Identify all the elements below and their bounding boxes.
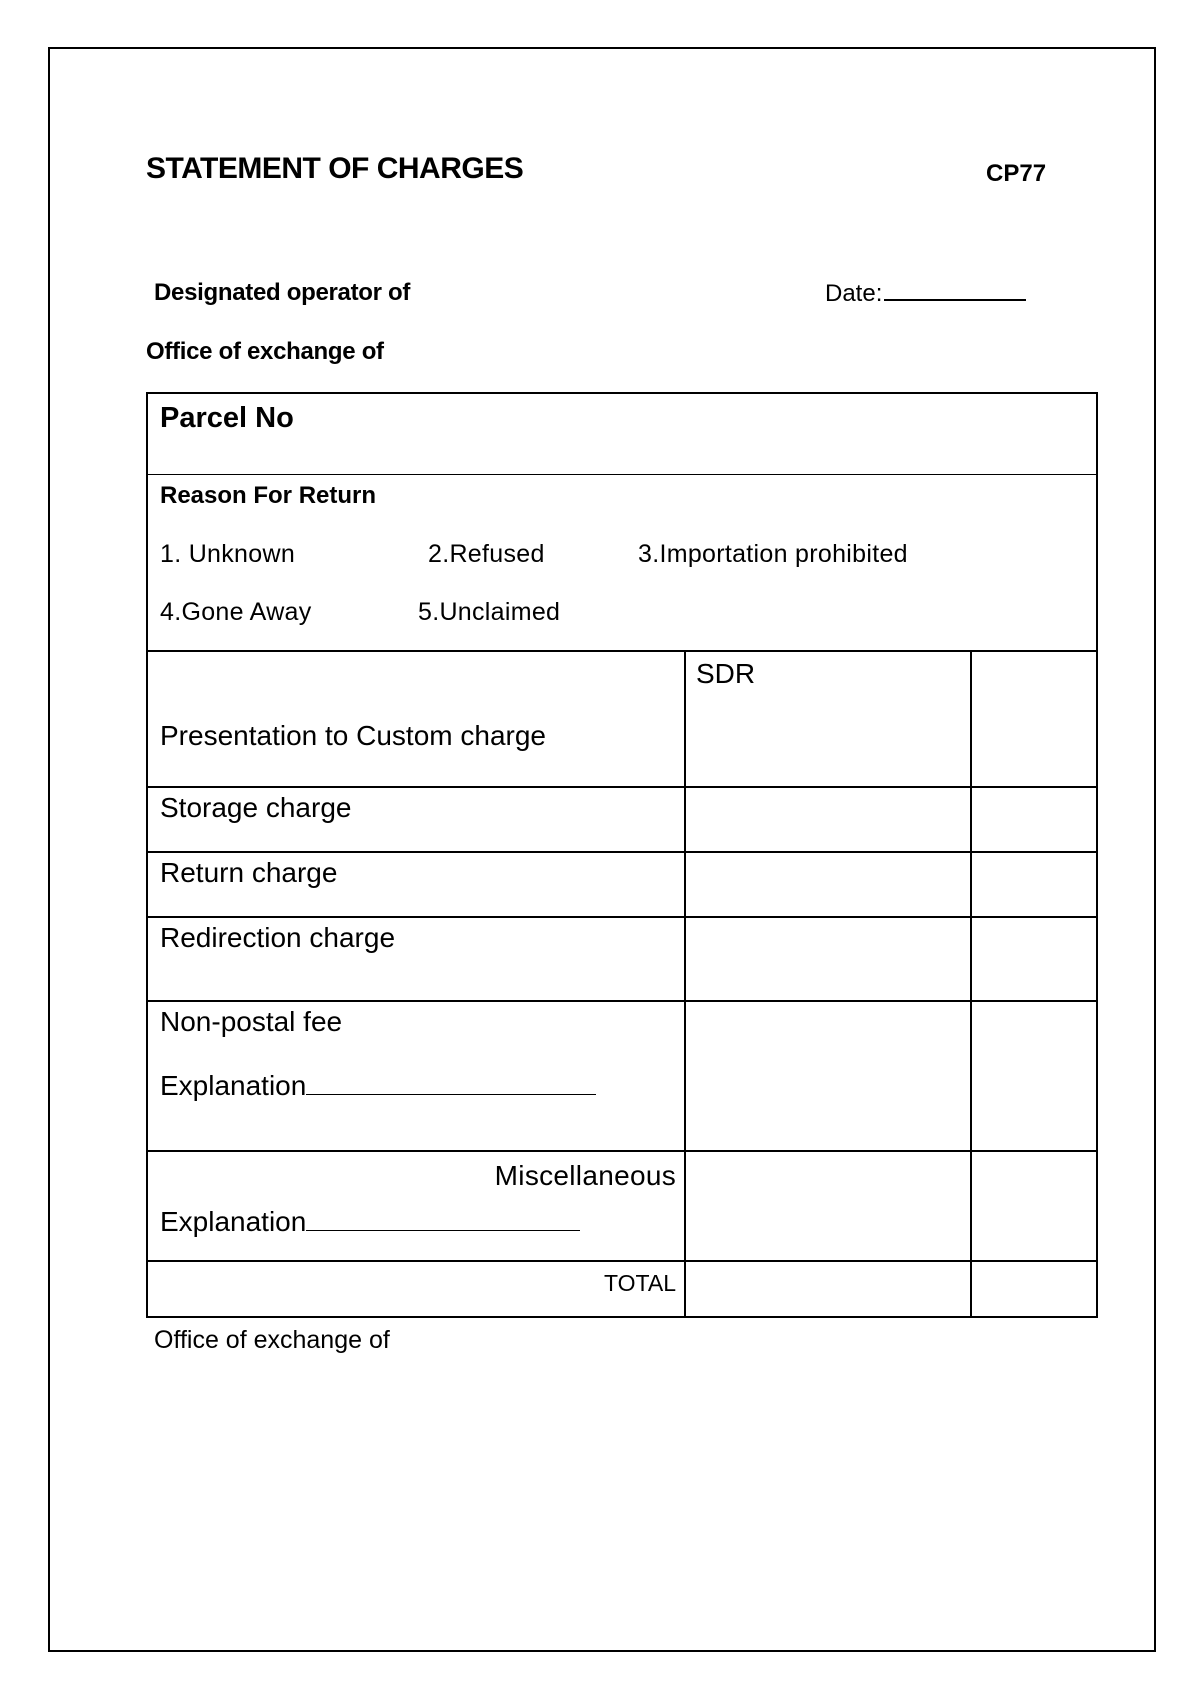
reason-for-return-title: Reason For Return [160,482,377,509]
row-divider [148,1150,1096,1152]
office-of-exchange-label: Office of exchange of [146,338,384,365]
reason-unknown[interactable]: 1. Unknown [160,540,296,568]
explanation-label: Explanation [160,1070,307,1101]
reason-importation-prohibited[interactable]: 3.Importation prohibited [638,540,908,568]
row-divider [148,1260,1096,1262]
footer-office-of-exchange-label: Office of exchange of [154,1326,390,1354]
reason-unclaimed[interactable]: 5.Unclaimed [418,598,561,626]
column-divider [684,650,686,1318]
miscellaneous-label: Miscellaneous [494,1160,676,1191]
non-postal-fee-label: Non-postal fee [160,1006,343,1037]
charges-form [146,392,1098,1318]
parcel-no-label: Parcel No [160,402,294,434]
reason-gone-away[interactable]: 4.Gone Away [160,598,312,626]
return-charge-label: Return charge [160,857,338,888]
divider [148,650,1096,652]
row-divider [148,1000,1096,1002]
explanation-label: Explanation [160,1206,307,1237]
date-label: Date: [825,280,883,307]
storage-charge-label: Storage charge [160,792,352,823]
explanation-blank-line[interactable] [306,1072,596,1095]
designated-operator-label: Designated operator of [154,279,411,306]
form-code: CP77 [986,160,1047,187]
non-postal-explanation-field[interactable] [160,1070,596,1102]
reason-refused[interactable]: 2.Refused [428,540,545,568]
misc-explanation-field[interactable] [160,1206,580,1238]
presentation-charge-label: Presentation to Custom charge [160,720,546,751]
row-divider [148,786,1096,788]
column-divider [970,650,972,1318]
explanation-blank-line[interactable] [306,1208,580,1231]
total-label: TOTAL [604,1270,676,1296]
divider [148,474,1096,475]
date-field[interactable] [825,279,1026,308]
redirection-charge-label: Redirection charge [160,922,396,953]
date-blank-line[interactable] [884,279,1026,301]
row-divider [148,916,1096,918]
row-divider [148,851,1096,853]
document-title: STATEMENT OF CHARGES [146,152,524,185]
sdr-column-header: SDR [696,658,756,689]
